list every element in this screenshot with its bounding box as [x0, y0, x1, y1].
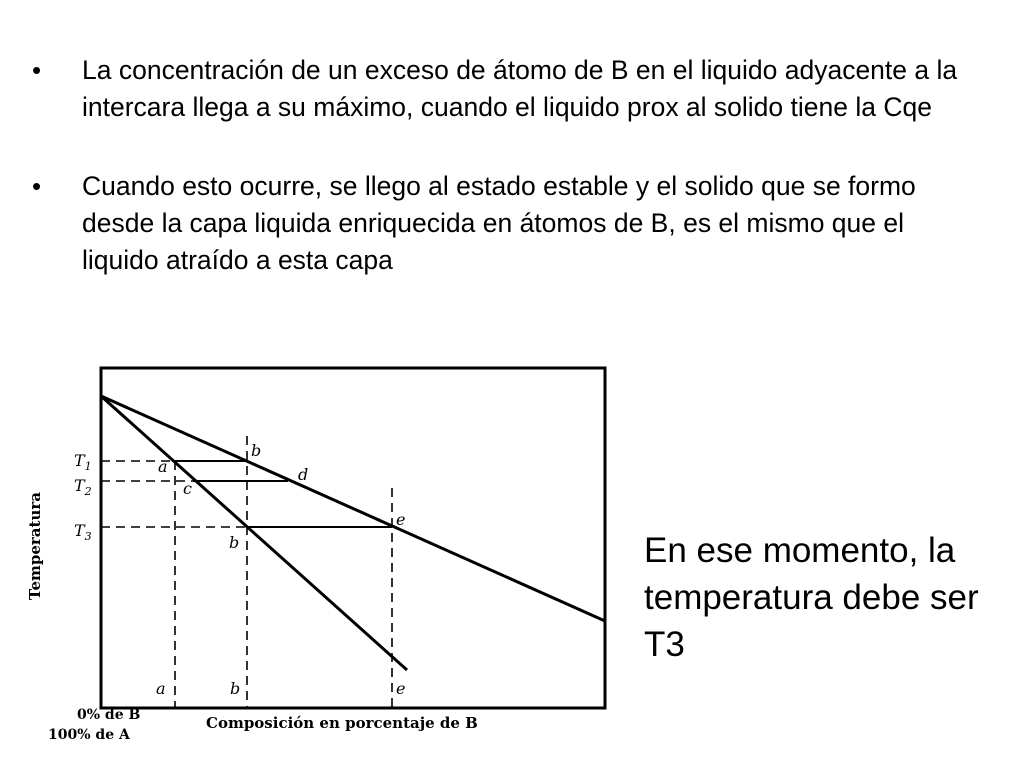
solidus-line	[101, 396, 407, 670]
t1-label	[74, 451, 92, 473]
point-label-b: b	[251, 441, 262, 460]
x-axis-label: Composición en porcentaje de B	[206, 714, 478, 732]
side-note: En ese momento, la temperatura debe ser T3	[644, 531, 979, 664]
t1-letter: T	[74, 451, 85, 470]
point-label-a: a	[158, 457, 168, 476]
diagram-frame	[101, 368, 605, 708]
x-origin-label-a: 100% de A	[48, 727, 130, 743]
t2-subscript: 2	[84, 485, 92, 498]
t3-subscript: 3	[84, 530, 92, 543]
point-label-b: b	[229, 533, 240, 552]
t3-letter: T	[74, 521, 85, 540]
x-origin-label-b: 0% de B	[77, 707, 141, 723]
point-label-a: a	[156, 679, 166, 698]
t3-label	[74, 521, 92, 543]
bullet-text: Cuando esto ocurre, se llego al estado estable y el solido que se formo desde la capa liquida enriquecida en átomos de B, es el mismo que el liquido atraído a esta capa	[82, 171, 916, 275]
t2-letter: T	[74, 476, 85, 495]
bullet-dot: •	[32, 171, 42, 201]
bullet-dot: •	[32, 55, 42, 85]
point-label-d: d	[298, 465, 309, 484]
point-label-e: e	[396, 510, 406, 529]
t2-label	[74, 476, 92, 498]
t1-subscript: 1	[84, 460, 92, 473]
bullet-text: La concentración de un exceso de átomo de B en el liquido adyacente a la intercara llega a su máximo, cuando el liquido prox al solido tiene la Cqe	[82, 55, 958, 122]
liquidus-line	[101, 396, 605, 621]
point-label-e: e	[396, 679, 406, 698]
point-label-b: b	[230, 679, 241, 698]
y-axis-label: Temperatura	[26, 492, 44, 600]
point-label-c: c	[183, 479, 192, 498]
